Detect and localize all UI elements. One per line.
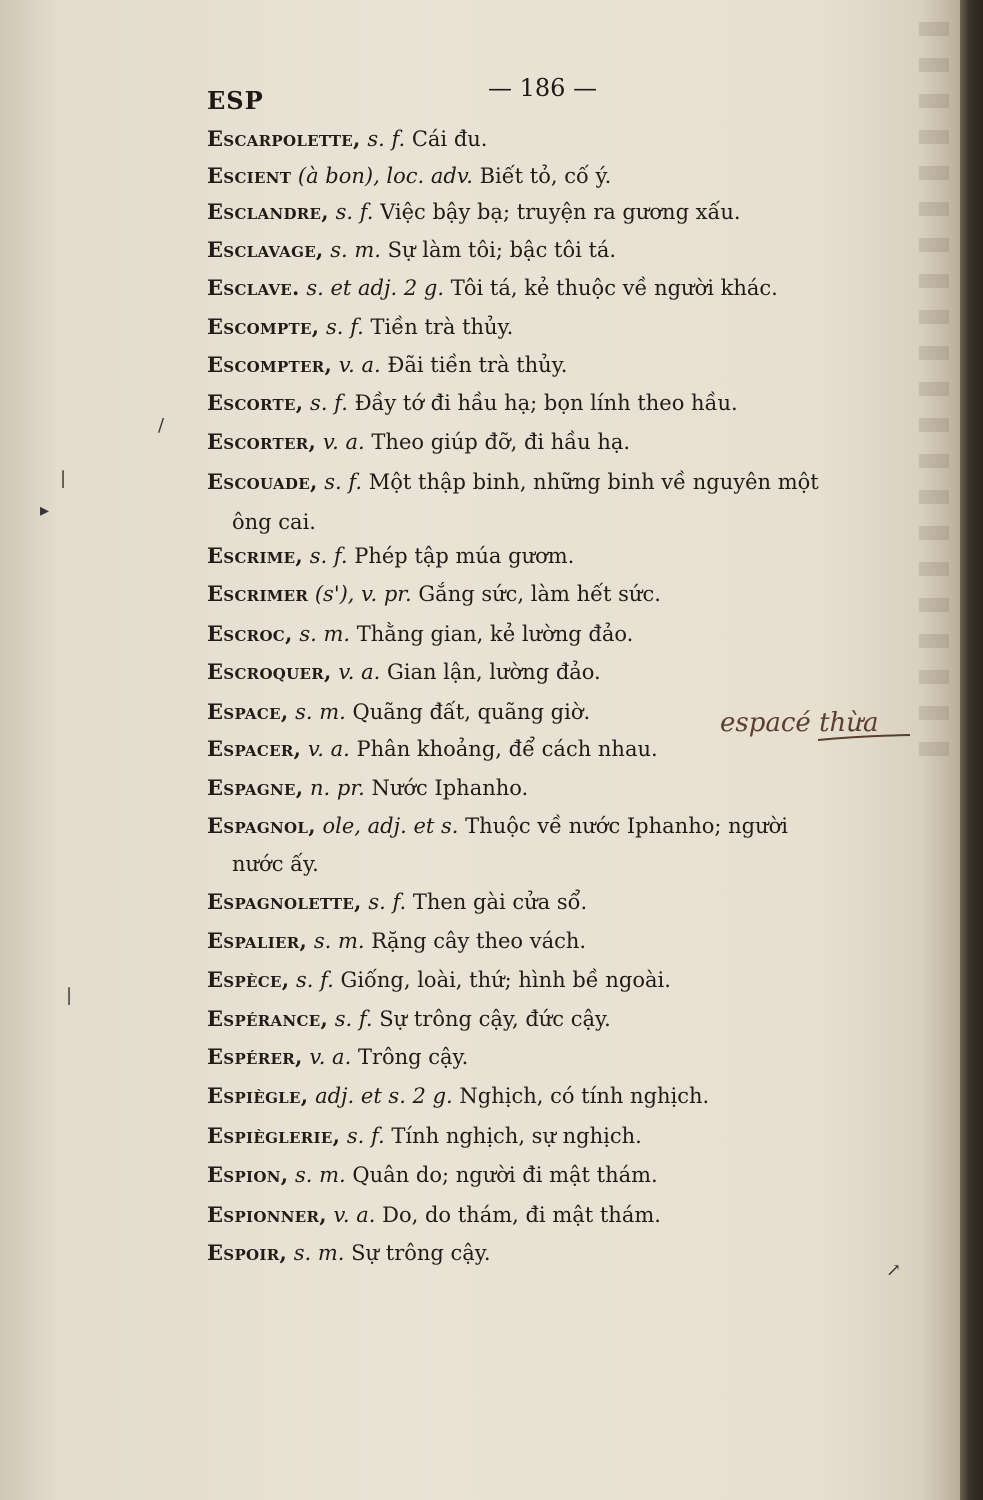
dictionary-entry xyxy=(207,774,528,802)
entry-headword: Espoir, xyxy=(207,1240,288,1265)
entry-definition: Nước Iphanho. xyxy=(371,776,529,800)
margin-mark: ▸ xyxy=(40,500,50,521)
entry-headword: Espagnol, xyxy=(207,813,316,838)
entry-continuation xyxy=(232,508,316,536)
entry-headword: Espace, xyxy=(207,699,289,724)
dictionary-entry xyxy=(207,620,633,648)
entry-definition: Tôi tá, kẻ thuộc về người khác. xyxy=(450,276,778,300)
handwritten-annotation xyxy=(720,700,920,760)
dictionary-entry xyxy=(207,1122,642,1150)
entry-grammar: v. a. xyxy=(338,660,381,684)
entry-definition: Nghịch, có tính nghịch. xyxy=(459,1084,710,1108)
entry-headword: Escorter, xyxy=(207,429,317,454)
entry-grammar: s. f. xyxy=(310,391,348,415)
entry-grammar: s. m. xyxy=(313,929,365,953)
underline-stroke xyxy=(720,700,920,760)
entry-grammar: s. f. xyxy=(335,200,374,224)
entry-definition: Sự trông cậy, đức cậy. xyxy=(379,1007,611,1031)
dictionary-entry xyxy=(207,580,661,608)
dictionary-entry xyxy=(207,236,616,264)
entry-headword: Escouade, xyxy=(207,469,318,494)
entry-grammar: v. a. xyxy=(338,353,381,377)
entry-definition: Thằng gian, kẻ lường đảo. xyxy=(356,622,634,646)
entry-grammar: s. m. xyxy=(299,622,351,646)
entry-headword: Espagnolette, xyxy=(207,889,362,914)
entry-grammar: s. f. xyxy=(368,890,407,914)
entry-grammar: (s'), v. pr. xyxy=(314,582,412,606)
entry-definition: Tính nghịch, sự nghịch. xyxy=(391,1124,642,1148)
dictionary-entry xyxy=(207,351,567,379)
dictionary-entry xyxy=(207,542,574,570)
entry-definition: Giống, loài, thứ; hình bề ngoài. xyxy=(340,968,671,992)
entry-grammar: s. f. xyxy=(296,968,334,992)
margin-mark: ↗ xyxy=(886,1260,902,1281)
dictionary-entry xyxy=(207,428,630,456)
entry-headword: Escroquer, xyxy=(207,659,332,684)
entry-definition: Thuộc về nước Iphanho; người xyxy=(465,814,788,838)
entry-definition: Sự làm tôi; bậc tôi tá. xyxy=(387,238,617,262)
entry-grammar: v. a. xyxy=(333,1203,376,1227)
dictionary-entry xyxy=(207,888,587,916)
entry-definition: Theo giúp đỡ, đi hầu hạ. xyxy=(371,430,631,454)
dictionary-entry xyxy=(207,812,788,840)
entry-grammar: s. m. xyxy=(330,238,381,262)
running-header: ESP xyxy=(207,86,264,115)
entry-grammar: s. f. xyxy=(334,1007,373,1031)
entry-headword: Escorte, xyxy=(207,390,304,415)
entry-grammar: s. m. xyxy=(293,1241,345,1265)
entry-grammar: s. m. xyxy=(295,700,346,724)
entry-grammar: (à bon), loc. adv. xyxy=(297,164,473,188)
entry-definition: Đầy tớ đi hầu hạ; bọn lính theo hầu. xyxy=(354,391,738,415)
entry-grammar: v. a. xyxy=(307,737,350,761)
bleed-through-text xyxy=(915,0,960,1500)
entry-grammar: s. f. xyxy=(326,315,364,339)
dictionary-entry xyxy=(207,1239,491,1267)
dictionary-entry xyxy=(207,1005,611,1033)
entry-headword: Espèce, xyxy=(207,967,290,992)
entry-definition: Do, do thám, đi mật thám. xyxy=(382,1203,661,1227)
dictionary-entry xyxy=(207,1043,468,1071)
entry-definition: Biết tỏ, cố ý. xyxy=(479,164,612,188)
book-edge xyxy=(960,0,983,1500)
entry-grammar: s. f. xyxy=(367,127,406,151)
entry-definition: nước ấy. xyxy=(232,852,319,876)
entry-grammar: s. f. xyxy=(346,1124,385,1148)
entry-headword: Espérer, xyxy=(207,1044,303,1069)
entry-headword: Escarpolette, xyxy=(207,126,361,151)
entry-definition: Phép tập múa gươm. xyxy=(354,544,575,568)
entry-definition: ông cai. xyxy=(232,510,316,534)
entry-grammar: adj. et s. 2 g. xyxy=(315,1084,453,1108)
dictionary-entry xyxy=(207,1161,658,1189)
entry-definition: Một thập binh, những binh về nguyên một xyxy=(368,470,819,494)
entry-definition: Quân do; người đi mật thám. xyxy=(352,1163,658,1187)
entry-definition: Sự trông cậy. xyxy=(351,1241,491,1265)
entry-grammar: s. m. xyxy=(295,1163,346,1187)
entry-headword: Escient xyxy=(207,163,292,188)
dictionary-entry xyxy=(207,389,738,417)
entry-headword: Espacer, xyxy=(207,736,302,761)
entry-grammar: s. et adj. 2 g. xyxy=(306,276,444,300)
entry-headword: Escroc, xyxy=(207,621,293,646)
entry-headword: Escrimer xyxy=(207,581,309,606)
dictionary-entry xyxy=(207,125,487,153)
dictionary-entry xyxy=(207,698,590,726)
dictionary-entry xyxy=(207,1201,661,1229)
handwritten-note-text: espacé thừa xyxy=(720,708,879,738)
entry-definition: Cái đu. xyxy=(411,127,488,151)
entry-grammar: s. f. xyxy=(324,470,363,494)
page-number: — 186 — xyxy=(488,74,598,102)
dictionary-entry xyxy=(207,313,513,341)
entry-headword: Espièglerie, xyxy=(207,1123,341,1148)
entry-definition: Then gài cửa sổ. xyxy=(412,890,588,914)
entry-headword: Espion, xyxy=(207,1162,289,1187)
entry-grammar: v. a. xyxy=(309,1045,352,1069)
entry-definition: Rặng cây theo vách. xyxy=(371,929,587,953)
entry-headword: Esclandre, xyxy=(207,199,329,224)
dictionary-entry xyxy=(207,927,586,955)
margin-mark: | xyxy=(60,468,67,489)
entry-definition: Việc bậy bạ; truyện ra gương xấu. xyxy=(380,200,741,224)
dictionary-entry xyxy=(207,198,741,226)
entry-definition: Quãng đất, quãng giờ. xyxy=(352,700,591,724)
entry-headword: Espalier, xyxy=(207,928,308,953)
entry-continuation xyxy=(232,850,319,878)
dictionary-entry xyxy=(207,658,601,686)
dictionary-entry xyxy=(207,1082,709,1110)
entry-headword: Espionner, xyxy=(207,1202,327,1227)
entry-definition: Phân khoảng, để cách nhau. xyxy=(356,737,658,761)
entry-grammar: v. a. xyxy=(322,430,365,454)
dictionary-entry xyxy=(207,468,819,496)
dictionary-entry xyxy=(207,966,671,994)
entry-headword: Espérance, xyxy=(207,1006,329,1031)
entry-definition: Tiền trà thủy. xyxy=(370,315,514,339)
margin-mark: | xyxy=(66,985,73,1006)
entry-headword: Escompte, xyxy=(207,314,320,339)
entry-definition: Trông cậy. xyxy=(357,1045,469,1069)
margin-mark: / xyxy=(158,415,165,436)
entry-definition: Gian lận, lường đảo. xyxy=(386,660,601,684)
entry-definition: Đãi tiền trà thủy. xyxy=(387,353,568,377)
dictionary-entry xyxy=(207,274,778,302)
entry-headword: Espagne, xyxy=(207,775,304,800)
entry-headword: Espiègle, xyxy=(207,1083,309,1108)
entry-headword: Escompter, xyxy=(207,352,333,377)
entry-headword: Escrime, xyxy=(207,543,304,568)
dictionary-entry xyxy=(207,162,611,190)
entry-definition: Gắng sức, làm hết sức. xyxy=(418,582,661,606)
dictionary-entry xyxy=(207,735,658,763)
entry-grammar: n. pr. xyxy=(310,776,365,800)
entry-headword: Esclave. xyxy=(207,275,300,300)
entry-grammar: ole, adj. et s. xyxy=(322,814,459,838)
entry-headword: Esclavage, xyxy=(207,237,324,262)
entry-grammar: s. f. xyxy=(309,544,348,568)
